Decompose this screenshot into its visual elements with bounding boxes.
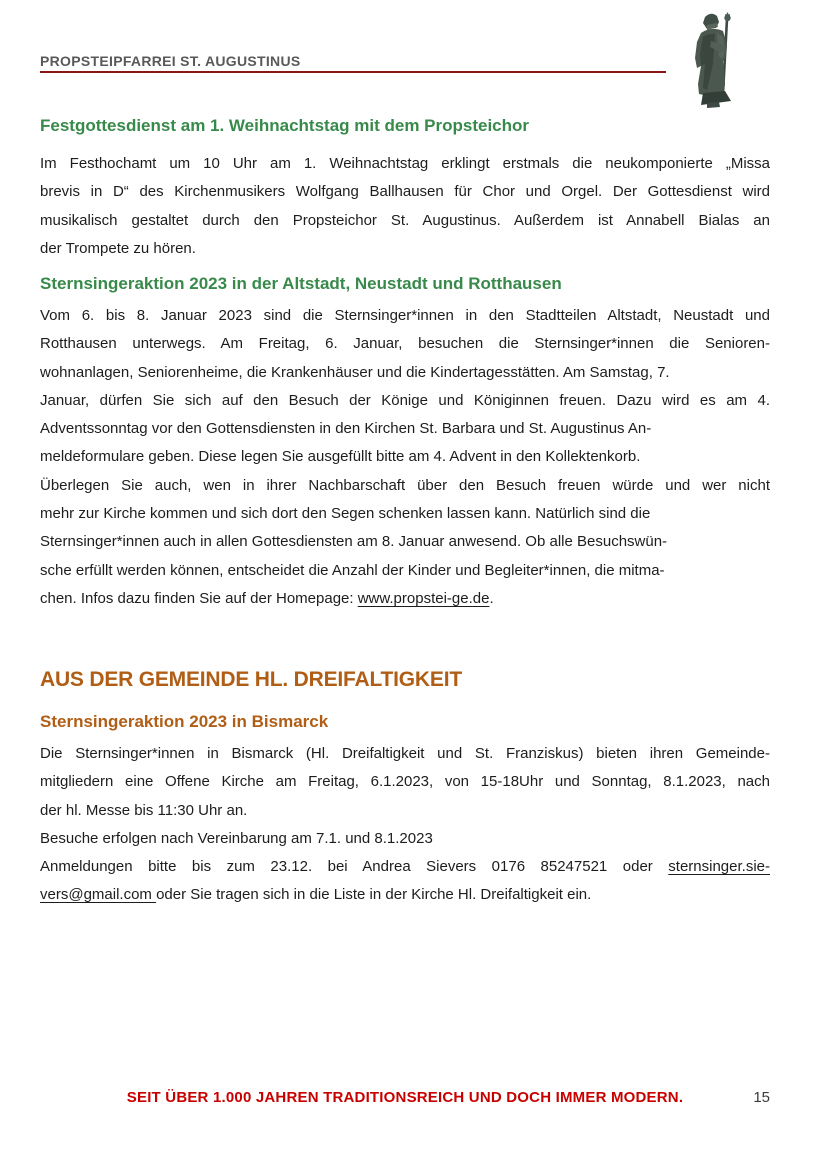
statue-image (681, 11, 747, 109)
text-segment: Adventssonntag vor den Gottensdiensten in den Kirchen St. Barbara und St. Augustinus An- (40, 420, 652, 438)
paragraph-line (40, 853, 770, 881)
link[interactable]: vers@gmail.com (40, 886, 157, 904)
text-segment: oder Sie tragen sich in die Liste in der Kirche Hl. Dreifaltigkeit ein. (156, 886, 592, 904)
paragraph-line (40, 387, 770, 415)
text-segment: Anmeldungen bitte bis zum 23.12. bei Andrea Sievers 0176 85247521 oder (40, 858, 669, 876)
paragraph-festgottesdienst (40, 150, 770, 263)
text-segment: meldeformulare geben. Diese legen Sie ausgefüllt bitte am 4. Advent in den Kollektenkorb. (40, 448, 641, 466)
paragraph-line (40, 415, 770, 443)
text-segment: wohnanlagen, Seniorenheime, die Krankenhäuser und die Kindertagesstätten. Am Samstag, 7. (40, 363, 670, 381)
heading-sternsinger-bismarck: Sternsingeraktion 2023 in Bismarck (40, 712, 329, 731)
text-segment: brevis in D“ des Kirchenmusikers Wolfgang Ballhausen für Chor und Orgel. Der Gottesdienst wird (40, 183, 770, 201)
paragraph-line (40, 150, 770, 178)
paragraph-line (40, 557, 770, 585)
paragraph-line (40, 740, 770, 768)
paragraph-line (40, 500, 770, 528)
paragraph-line (40, 472, 770, 500)
paragraph-line (40, 359, 770, 387)
paragraph-line (40, 797, 770, 825)
text-segment: sche erfüllt werden können, entscheidet die Anzahl der Kinder und Begleiter*innen, die mitma- (40, 561, 665, 579)
text-segment: Im Festhochamt um 10 Uhr am 1. Weihnachtstag erklingt erstmals die neukomponierte „Missa (40, 155, 770, 172)
heading-festgottesdienst: Festgottesdienst am 1. Weihnachtstag mit dem Propsteichor (40, 116, 530, 135)
paragraph-line (40, 768, 770, 796)
header-rule (40, 71, 666, 73)
text-segment: mehr zur Kirche kommen und sich dort den Segen schenken lassen kann. Natürlich sind die (40, 505, 651, 523)
paragraph-line (40, 443, 770, 471)
text-segment: Rotthausen unterwegs. Am Freitag, 6. Januar, besuchen die Sternsinger*innen die Senioren- (40, 335, 770, 353)
text-segment: musikalisch gestaltet durch den Propsteichor St. Augustinus. Außerdem ist Annabell Bialas an (40, 211, 770, 229)
paragraph-line (40, 881, 770, 909)
paragraph-line (40, 302, 770, 330)
bishop-statue-icon (681, 11, 747, 109)
heading-sternsinger-altstadt: Sternsingeraktion 2023 in der Altstadt, Neustadt und Rotthausen (40, 274, 562, 293)
paragraph-line (40, 178, 770, 206)
text-segment: Sternsinger*innen auch in allen Gottesdiensten am 8. Januar anwesend. Ob alle Besuchswün- (40, 533, 668, 551)
page-number: 15 (753, 1089, 770, 1106)
text-segment: . (489, 589, 494, 607)
link[interactable]: sternsinger.sie- (668, 858, 770, 876)
text-segment: chen. Infos dazu finden Sie auf der Homepage: (40, 589, 358, 607)
paragraph-line (40, 825, 770, 853)
paragraph-line (40, 207, 770, 235)
text-segment: Vom 6. bis 8. Januar 2023 sind die Sternsinger*innen in den Stadtteilen Altstadt, Neustadt und (40, 307, 770, 324)
text-segment: Überlegen Sie auch, wen in ihrer Nachbarschaft über den Besuch freuen würde und wer nicht (40, 476, 770, 494)
heading-gemeinde-dreifaltigkeit: AUS DER GEMEINDE HL. DREIFALTIGKEIT (40, 668, 462, 691)
text-segment: der hl. Messe bis 11:30 Uhr an. (40, 801, 248, 819)
paragraph-line (40, 330, 770, 358)
text-segment: der Trompete zu hören. (40, 239, 196, 257)
paragraph-line (40, 528, 770, 556)
text-segment: Januar, dürfen Sie sich auf den Besuch der Könige und Königinnen freuen. Dazu wird es am 4. (40, 391, 770, 409)
text-segment: Besuche erfolgen nach Vereinbarung am 7.1. und 8.1.2023 (40, 829, 433, 847)
paragraph-sternsinger-altstadt (40, 302, 770, 613)
page-footer (40, 1089, 770, 1106)
text-segment: Die Sternsinger*innen in Bismarck (Hl. Dreifaltigkeit und St. Franziskus) bieten ihren Gemeinde- (40, 745, 770, 762)
paragraph-line (40, 585, 770, 613)
page-header-title: PROPSTEIPFARREI ST. AUGUSTINUS (40, 53, 301, 69)
paragraph-line (40, 235, 770, 263)
footer-motto: SEIT ÜBER 1.000 JAHREN TRADITIONSREICH UND DOCH IMMER MODERN. (126, 1089, 684, 1106)
text-segment: mitgliedern eine Offene Kirche am Freitag, 6.1.2023, von 15-18Uhr und Sonntag, 8.1.2023, nach (40, 773, 770, 791)
paragraph-sternsinger-bismarck (40, 740, 770, 910)
link[interactable]: www.propstei-ge.de (357, 589, 490, 607)
